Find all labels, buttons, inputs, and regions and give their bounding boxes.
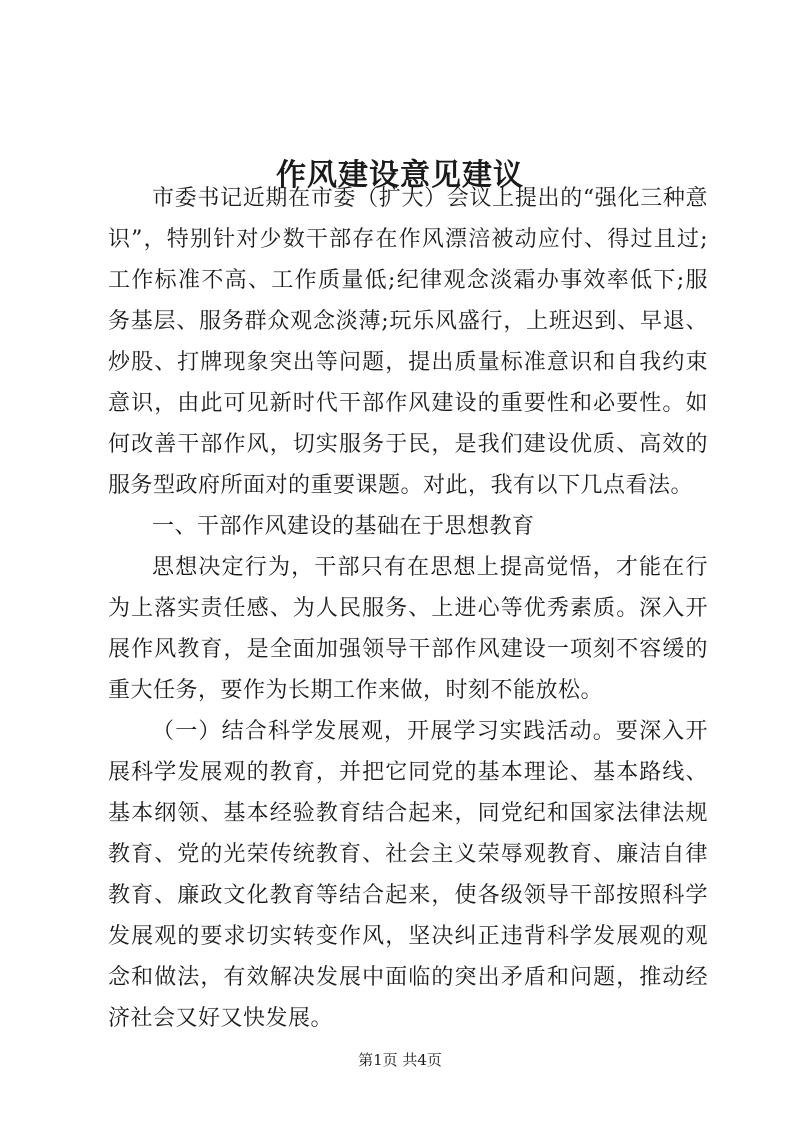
- section-paragraph: 思想决定行为，干部只有在思想上提高觉悟，才能在行为上落实责任感、为人民服务、上进心等优秀素质。深入开展作风教育，是全面加强领导干部作风建设一项刻不容缓的重大任务，要作为长期工作来做，时刻不能放松。: [108, 555, 708, 703]
- document-body: [108, 178, 708, 1039]
- section-heading: 一、干部作风建设的基础在于思想教育: [152, 514, 535, 539]
- page-footer: 第1页 共4页: [358, 1051, 442, 1069]
- document-title: 作风建设意见建议: [276, 158, 524, 194]
- subsection-paragraph: （一）结合科学发展观，开展学习实践活动。要深入开展科学发展观的教育，并把它同党的基本理论、基本路线、基本纲领、基本经验教育结合起来，同党纪和国家法律法规教育、党的光荣传统教育、社会主义荣辱观教育、廉洁自律教育、廉政文化教育等结合起来，使各级领导干部按照科学发展观的要求切实转变作风，坚决纠正违背科学发展观的观念和做法，有效解决发展中面临的突出矛盾和问题，推动经济社会又好又快发展。: [108, 719, 708, 1031]
- intro-paragraph: 市委书记近期在市委（扩大）会议上提出的“强化三种意识”，特别针对少数干部存在作风漂涪被动应付、得过且过;工作标准不高、工作质量低;纪律观念淡霜办事效率低下;服务基层、服务群众观念淡薄;玩乐风盛行，上班迟到、早退、炒股、打牌现象突出等问题，提出质量标准意识和自我约束意识，由此可见新时代干部作风建设的重要性和必要性。如何改善干部作风，切实服务于民，是我们建设优质、高效的服务型政府所面对的重要课题。对此，我有以下几点看法。: [108, 186, 708, 498]
